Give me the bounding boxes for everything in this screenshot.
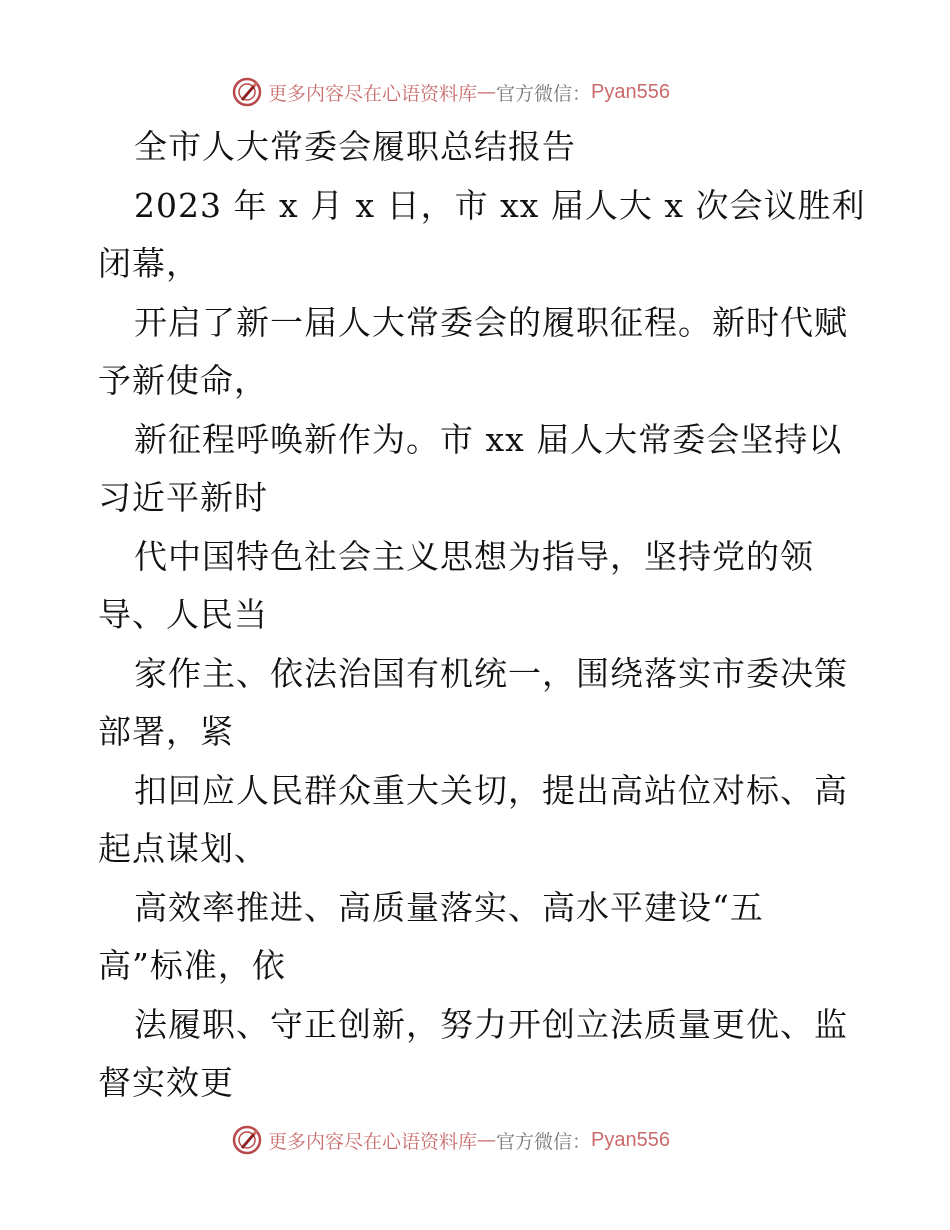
watermark-handle: Pyan556 [591, 80, 670, 103]
paragraph-line: 督实效更 [98, 1063, 234, 1102]
paragraph-line: 法履职、守正创新，努力开创立法质量更优、监 [134, 1004, 848, 1044]
paragraph-line: 闭幕， [98, 244, 200, 283]
paragraph-line: 开启了新一届人大常委会的履职征程。新时代赋 [134, 302, 848, 342]
paragraph-line: 家作主、依法治国有机统一，围绕落实市委决策 [134, 653, 848, 693]
paragraph-line: 新征程呼唤新作为。市 xx 届人大常委会坚持以 [134, 419, 843, 459]
footer-watermark [232, 1120, 670, 1160]
watermark-site-text: 更多内容尽在心语资料库 [268, 1130, 478, 1153]
paragraph-line: 习近平新时 [98, 478, 268, 517]
watermark-dash: — [477, 81, 497, 103]
paragraph-line: 扣回应人民群众重大关切，提出高站位对标、高 [134, 770, 848, 810]
paragraph-line: 部署，紧 [98, 712, 234, 751]
paragraph-line: 导、人民当 [98, 595, 268, 634]
paragraph-line: 起点谋划、 [98, 829, 268, 868]
watermark-official-label: 官方微信： [496, 1130, 592, 1153]
watermark-dash: — [477, 1129, 497, 1151]
watermark-handle: Pyan556 [591, 1128, 670, 1151]
document-title: 全市人大常委会履职总结报告 [134, 127, 576, 166]
document-body [98, 118, 866, 1113]
paragraph-line: 予新使命， [98, 361, 268, 400]
watermark-site-text: 更多内容尽在心语资料库 [268, 82, 478, 105]
pen-logo-icon [232, 1125, 262, 1155]
paragraph-line: 高”标准，依 [98, 946, 286, 985]
paragraph-line: 2023 年 x 月 x 日，市 xx 届人大 x 次会议胜利 [134, 185, 866, 225]
header-watermark [232, 72, 670, 112]
pen-logo-icon [232, 77, 262, 107]
paragraph-line: 高效率推进、高质量落实、高水平建设“五 [134, 887, 764, 927]
paragraph-line: 代中国特色社会主义思想为指导，坚持党的领 [134, 536, 814, 576]
watermark-official-label: 官方微信： [496, 82, 592, 105]
